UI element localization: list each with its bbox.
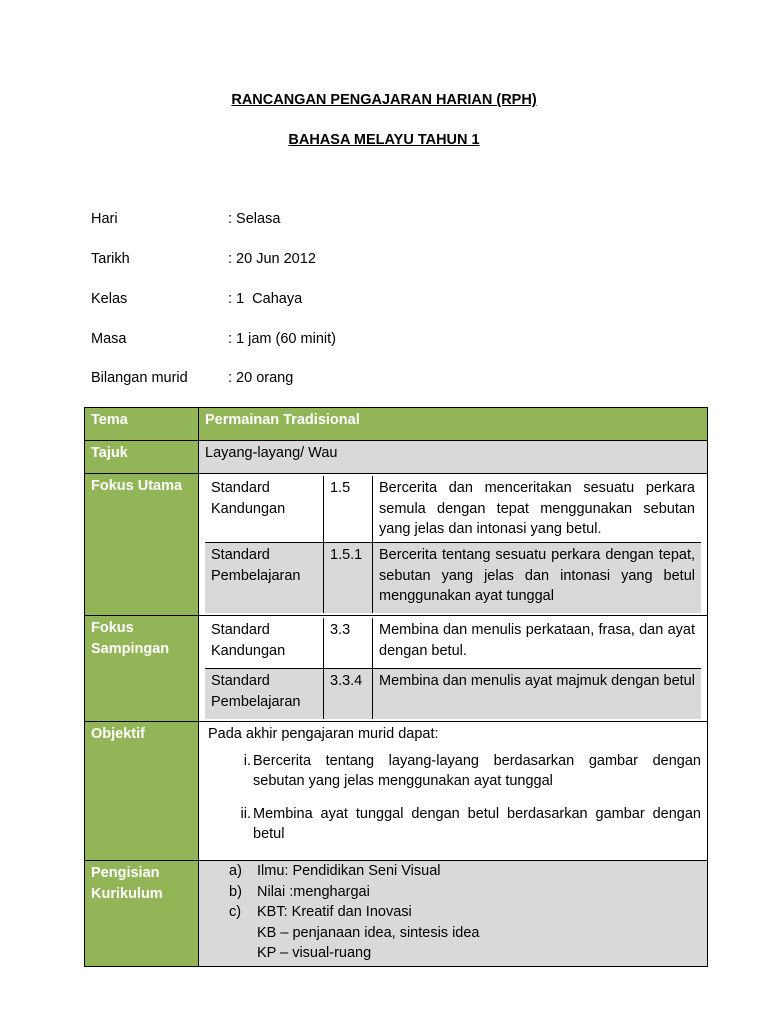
row-objektif (85, 722, 708, 861)
list-item: ii. Membina ayat tunggal dengan betul berdasarkan gambar dengan betul (253, 804, 701, 845)
value-tajuk: Layang-layang/ Wau (199, 441, 708, 474)
fokus-utama-table (205, 476, 701, 613)
standard-desc: Membina dan menulis ayat majmuk dengan betul (373, 669, 702, 720)
page-subtitle: BAHASA MELAYU TAHUN 1 (288, 132, 480, 148)
label-fokus-utama: Fokus Utama (85, 474, 199, 616)
info-value-masa: : 1 jam (60 minit) (228, 331, 336, 347)
info-value-kelas: : 1 Cahaya (228, 291, 303, 307)
label-tema: Tema (85, 408, 199, 441)
standard-code: 3.3 (324, 618, 373, 669)
standard-desc: Bercerita tentang sesuatu perkara dengan tepat, sebutan yang jelas dan intonasi yang betul menggunakan ayat tunggal (373, 543, 702, 614)
sub-item: KP – visual-ruang (257, 945, 372, 961)
pengisian-list (205, 861, 701, 964)
list-item: a) Ilmu: Pendidikan Seni Visual (229, 863, 441, 879)
standard-type: Standard Pembelajaran (205, 669, 324, 720)
table-row (205, 543, 701, 614)
row-pengisian (85, 861, 708, 967)
list-marker: i. (243, 752, 251, 769)
info-label-tarikh: Tarikh (91, 251, 130, 267)
list-item: b) Nilai :menghargai (229, 883, 370, 900)
info-label-kelas: Kelas (91, 291, 128, 307)
info-value-bilangan: : 20 orang (228, 370, 294, 386)
standard-type: Standard Kandungan (205, 618, 324, 669)
standard-desc: Bercerita dan menceritakan sesuatu perkara semula dengan tepat menggunakan sebutan yang jelas dan intonasi yang betul. (379, 480, 695, 537)
list-item: c) KBT: Kreatif dan Inovasi (229, 904, 412, 920)
rph-table (84, 407, 708, 967)
info-label-masa: Masa (91, 331, 127, 347)
sub-item: KB – penjanaan idea, sintesis idea (257, 924, 480, 941)
list-item: i. Bercerita tentang layang-layang berdasarkan gambar dengan sebutan yang jelas menggunakan ayat tunggal (253, 751, 701, 792)
label-fokus-sampingan: Fokus Sampingan (85, 616, 199, 722)
info-value-tarikh: : 20 Jun 2012 (228, 251, 316, 267)
objektif-intro: Pada akhir pengajaran murid dapat: (208, 726, 439, 742)
row-tajuk (85, 441, 708, 474)
label-objektif: Objektif (85, 722, 199, 861)
table-row (205, 476, 701, 543)
info-label-hari: Hari (91, 211, 118, 227)
label-pengisian: Pengisian Kurikulum (85, 861, 199, 967)
standard-desc: Membina dan menulis perkataan, frasa, dan ayat dengan betul. (379, 622, 695, 659)
table-row (205, 669, 701, 720)
info-label-bilangan: Bilangan murid (91, 370, 188, 386)
row-fokus-sampingan (85, 616, 708, 722)
list-marker: ii. (240, 805, 251, 822)
standard-code: 3.3.4 (324, 669, 373, 720)
page-title: RANCANGAN PENGAJARAN HARIAN (RPH) (231, 92, 537, 108)
standard-code: 1.5 (324, 476, 373, 543)
table-row (205, 618, 701, 669)
standard-type: Standard Pembelajaran (205, 543, 324, 614)
info-value-hari: : Selasa (228, 211, 281, 227)
standard-code: 1.5.1 (324, 543, 373, 614)
standard-type: Standard Kandungan (205, 476, 324, 543)
objektif-list (205, 751, 701, 845)
row-fokus-utama (85, 474, 708, 616)
row-tema (85, 408, 708, 441)
fokus-sampingan-table (205, 618, 701, 719)
value-tema: Permainan Tradisional (199, 408, 708, 441)
label-tajuk: Tajuk (85, 441, 199, 474)
